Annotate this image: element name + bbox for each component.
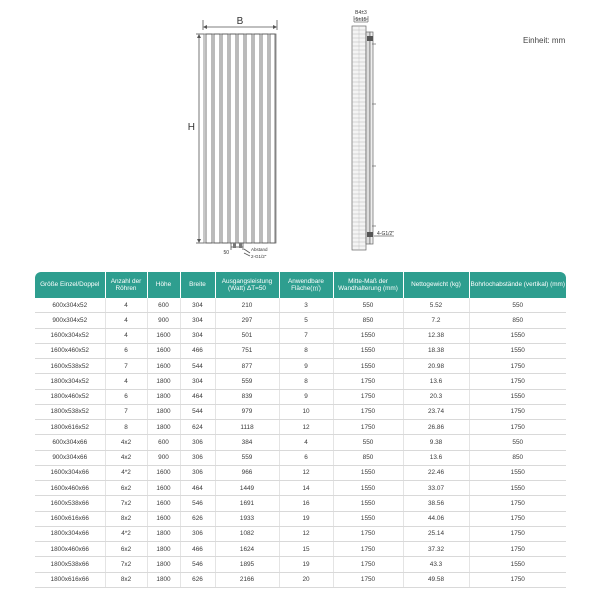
cell-area: 12 — [279, 420, 333, 435]
cell-output: 210 — [215, 298, 279, 313]
cell-height: 900 — [147, 313, 180, 328]
cell-height: 1800 — [147, 420, 180, 435]
cell-hole-distance: 1550 — [469, 465, 566, 480]
cell-hole-distance: 550 — [469, 435, 566, 450]
cell-height: 1600 — [147, 359, 180, 374]
cell-tubes: 7x2 — [105, 557, 147, 572]
cell-width: 306 — [180, 435, 215, 450]
cell-size: 1800x616x52 — [35, 420, 105, 435]
cell-area: 9 — [279, 359, 333, 374]
cell-output: 297 — [215, 313, 279, 328]
cell-net-weight: 38.56 — [403, 496, 469, 511]
cell-width: 464 — [180, 481, 215, 496]
table-body — [35, 298, 566, 587]
cell-hole-distance: 1750 — [469, 526, 566, 541]
cell-bracket-center: 1550 — [333, 496, 403, 511]
cell-area: 19 — [279, 557, 333, 572]
cell-tubes: 6 — [105, 389, 147, 404]
cell-tubes: 7 — [105, 359, 147, 374]
cell-size: 1600x616x66 — [35, 511, 105, 526]
cell-size: 1600x304x52 — [35, 328, 105, 343]
header-width: Breite — [180, 272, 215, 298]
cell-width: 306 — [180, 450, 215, 465]
cell-tubes: 4x2 — [105, 435, 147, 450]
cell-hole-distance: 1550 — [469, 328, 566, 343]
table-row — [35, 343, 566, 358]
cell-bracket-center: 1750 — [333, 557, 403, 572]
cell-size: 1600x304x66 — [35, 465, 105, 480]
cell-height: 600 — [147, 435, 180, 450]
header-size: Größe Einzel/Doppel — [35, 272, 105, 298]
cell-output: 384 — [215, 435, 279, 450]
cell-width: 306 — [180, 526, 215, 541]
cell-net-weight: 13.6 — [403, 450, 469, 465]
cell-net-weight: 22.46 — [403, 465, 469, 480]
cell-output: 1691 — [215, 496, 279, 511]
cell-tubes: 4 — [105, 313, 147, 328]
cell-hole-distance: 1750 — [469, 511, 566, 526]
cell-tubes: 8 — [105, 420, 147, 435]
header-bracket-center: Mitte-Maß der Wandhalterung (mm) — [333, 272, 403, 298]
cell-hole-distance: 1750 — [469, 404, 566, 419]
radiator-technical-drawing — [0, 0, 600, 270]
cell-area: 14 — [279, 481, 333, 496]
cell-output: 559 — [215, 450, 279, 465]
cell-height: 1600 — [147, 481, 180, 496]
cell-net-weight: 7.2 — [403, 313, 469, 328]
front-width-label: B — [236, 16, 244, 27]
cell-height: 1800 — [147, 526, 180, 541]
cell-width: 464 — [180, 389, 215, 404]
cell-output: 559 — [215, 374, 279, 389]
header-hole-distance: Bohrlochabstände (vertikal) (mm) — [469, 272, 566, 298]
cell-size: 1800x616x66 — [35, 572, 105, 587]
table-row — [35, 557, 566, 572]
cell-area: 15 — [279, 542, 333, 557]
side-top-label-1: B4±3 — [355, 10, 367, 16]
header-tubes: Anzahl der Röhren — [105, 272, 147, 298]
cell-size: 1600x538x66 — [35, 496, 105, 511]
cell-height: 1600 — [147, 496, 180, 511]
cell-bracket-center: 1750 — [333, 572, 403, 587]
cell-width: 304 — [180, 374, 215, 389]
cell-output: 2166 — [215, 572, 279, 587]
header-output: Ausgangsleistung (Watt) ΔT=50 — [215, 272, 279, 298]
cell-height: 1800 — [147, 557, 180, 572]
table-row — [35, 359, 566, 374]
cell-bracket-center: 1550 — [333, 359, 403, 374]
cell-height: 1800 — [147, 542, 180, 557]
cell-hole-distance: 1550 — [469, 481, 566, 496]
cell-output: 751 — [215, 343, 279, 358]
cell-hole-distance: 1550 — [469, 343, 566, 358]
cell-hole-distance: 550 — [469, 298, 566, 313]
cell-size: 1800x304x52 — [35, 374, 105, 389]
cell-output: 1449 — [215, 481, 279, 496]
unit-note: Einheit: mm — [523, 36, 566, 45]
cell-size: 600x304x66 — [35, 435, 105, 450]
cell-output: 839 — [215, 389, 279, 404]
cell-height: 1600 — [147, 465, 180, 480]
cell-width: 304 — [180, 298, 215, 313]
cell-size: 1600x460x66 — [35, 481, 105, 496]
specification-table — [35, 272, 566, 588]
cell-width: 546 — [180, 496, 215, 511]
cell-bracket-center: 850 — [333, 313, 403, 328]
cell-size: 900x304x66 — [35, 450, 105, 465]
cell-height: 900 — [147, 450, 180, 465]
cell-net-weight: 20.3 — [403, 389, 469, 404]
table-row — [35, 511, 566, 526]
cell-width: 624 — [180, 420, 215, 435]
cell-area: 8 — [279, 343, 333, 358]
cell-hole-distance: 850 — [469, 313, 566, 328]
front-height-label: H — [187, 122, 195, 133]
cell-tubes: 4 — [105, 328, 147, 343]
cell-size: 900x304x52 — [35, 313, 105, 328]
table-row — [35, 572, 566, 587]
cell-tubes: 4x2 — [105, 450, 147, 465]
cell-bracket-center: 550 — [333, 435, 403, 450]
cell-tubes: 6 — [105, 343, 147, 358]
cell-hole-distance: 1750 — [469, 420, 566, 435]
cell-bracket-center: 1750 — [333, 420, 403, 435]
cell-output: 966 — [215, 465, 279, 480]
front-view — [196, 20, 277, 256]
cell-size: 600x304x52 — [35, 298, 105, 313]
bottom-connection-label: Abstand — [251, 247, 268, 252]
table-row — [35, 481, 566, 496]
cell-bracket-center: 850 — [333, 450, 403, 465]
cell-output: 1895 — [215, 557, 279, 572]
cell-area: 20 — [279, 572, 333, 587]
side-thread-label: 4-G1/2" — [377, 231, 395, 237]
cell-hole-distance: 1750 — [469, 359, 566, 374]
header-height: Höhe — [147, 272, 180, 298]
cell-net-weight: 37.32 — [403, 542, 469, 557]
cell-tubes: 4 — [105, 298, 147, 313]
cell-hole-distance: 1550 — [469, 389, 566, 404]
cell-width: 466 — [180, 343, 215, 358]
cell-area: 10 — [279, 404, 333, 419]
connection-distance-label: 50 — [223, 250, 229, 256]
cell-height: 1600 — [147, 343, 180, 358]
cell-net-weight: 33.07 — [403, 481, 469, 496]
table-row — [35, 496, 566, 511]
cell-net-weight: 25.14 — [403, 526, 469, 541]
cell-area: 9 — [279, 389, 333, 404]
cell-net-weight: 12.38 — [403, 328, 469, 343]
cell-tubes: 4*2 — [105, 526, 147, 541]
table-row — [35, 374, 566, 389]
cell-bracket-center: 1550 — [333, 511, 403, 526]
cell-size: 1800x538x52 — [35, 404, 105, 419]
table-row — [35, 465, 566, 480]
cell-height: 600 — [147, 298, 180, 313]
cell-width: 544 — [180, 359, 215, 374]
cell-width: 546 — [180, 557, 215, 572]
cell-area: 5 — [279, 313, 333, 328]
cell-area: 12 — [279, 465, 333, 480]
cell-net-weight: 26.86 — [403, 420, 469, 435]
cell-height: 1800 — [147, 389, 180, 404]
cell-net-weight: 9.38 — [403, 435, 469, 450]
cell-output: 979 — [215, 404, 279, 419]
table-row — [35, 389, 566, 404]
cell-width: 306 — [180, 465, 215, 480]
cell-width: 304 — [180, 313, 215, 328]
side-view — [352, 16, 394, 250]
cell-output: 1933 — [215, 511, 279, 526]
cell-bracket-center: 1750 — [333, 526, 403, 541]
cell-bracket-center: 1550 — [333, 465, 403, 480]
side-top-label-2: 5±15 — [355, 17, 367, 23]
cell-hole-distance: 1750 — [469, 572, 566, 587]
cell-bracket-center: 1550 — [333, 328, 403, 343]
cell-net-weight: 23.74 — [403, 404, 469, 419]
cell-area: 16 — [279, 496, 333, 511]
cell-tubes: 8x2 — [105, 511, 147, 526]
cell-bracket-center: 1550 — [333, 343, 403, 358]
cell-tubes: 4 — [105, 374, 147, 389]
cell-width: 466 — [180, 542, 215, 557]
cell-size: 1600x460x52 — [35, 343, 105, 358]
cell-tubes: 7x2 — [105, 496, 147, 511]
table-row — [35, 450, 566, 465]
cell-area: 6 — [279, 450, 333, 465]
cell-area: 12 — [279, 526, 333, 541]
cell-tubes: 4*2 — [105, 465, 147, 480]
cell-net-weight: 5.52 — [403, 298, 469, 313]
cell-hole-distance: 1750 — [469, 496, 566, 511]
cell-net-weight: 20.98 — [403, 359, 469, 374]
cell-height: 1800 — [147, 374, 180, 389]
cell-net-weight: 43.3 — [403, 557, 469, 572]
cell-width: 304 — [180, 328, 215, 343]
cell-area: 4 — [279, 435, 333, 450]
cell-bracket-center: 1750 — [333, 542, 403, 557]
cell-size: 1800x460x52 — [35, 389, 105, 404]
cell-bracket-center: 550 — [333, 298, 403, 313]
cell-size: 1800x538x66 — [35, 557, 105, 572]
cell-bracket-center: 1750 — [333, 374, 403, 389]
table-row — [35, 328, 566, 343]
cell-tubes: 8x2 — [105, 572, 147, 587]
cell-size: 1600x538x52 — [35, 359, 105, 374]
table-row — [35, 404, 566, 419]
cell-output: 1082 — [215, 526, 279, 541]
table-row — [35, 313, 566, 328]
cell-area: 8 — [279, 374, 333, 389]
cell-hole-distance: 1750 — [469, 374, 566, 389]
cell-hole-distance: 1550 — [469, 557, 566, 572]
cell-net-weight: 13.6 — [403, 374, 469, 389]
cell-size: 1800x304x66 — [35, 526, 105, 541]
table-header-row — [35, 272, 566, 298]
cell-tubes: 7 — [105, 404, 147, 419]
cell-output: 877 — [215, 359, 279, 374]
cell-area: 3 — [279, 298, 333, 313]
cell-output: 1624 — [215, 542, 279, 557]
table-row — [35, 435, 566, 450]
cell-net-weight: 18.38 — [403, 343, 469, 358]
cell-net-weight: 49.58 — [403, 572, 469, 587]
cell-width: 626 — [180, 572, 215, 587]
table-row — [35, 542, 566, 557]
cell-width: 544 — [180, 404, 215, 419]
bottom-thread-label: 2-G1/2" — [251, 254, 267, 259]
cell-area: 7 — [279, 328, 333, 343]
header-area: Anwendbare Fläche(㎡) — [279, 272, 333, 298]
cell-area: 19 — [279, 511, 333, 526]
table-row — [35, 420, 566, 435]
cell-tubes: 6x2 — [105, 481, 147, 496]
cell-bracket-center: 1750 — [333, 404, 403, 419]
cell-size: 1800x460x66 — [35, 542, 105, 557]
cell-height: 1800 — [147, 404, 180, 419]
cell-bracket-center: 1550 — [333, 481, 403, 496]
cell-bracket-center: 1750 — [333, 389, 403, 404]
cell-output: 501 — [215, 328, 279, 343]
table-row — [35, 526, 566, 541]
cell-height: 1600 — [147, 328, 180, 343]
header-net-weight: Nettogewicht (kg) — [403, 272, 469, 298]
table-row — [35, 298, 566, 313]
cell-tubes: 6x2 — [105, 542, 147, 557]
cell-height: 1800 — [147, 572, 180, 587]
cell-height: 1600 — [147, 511, 180, 526]
cell-width: 626 — [180, 511, 215, 526]
cell-hole-distance: 1750 — [469, 542, 566, 557]
cell-output: 1118 — [215, 420, 279, 435]
cell-net-weight: 44.06 — [403, 511, 469, 526]
cell-hole-distance: 850 — [469, 450, 566, 465]
